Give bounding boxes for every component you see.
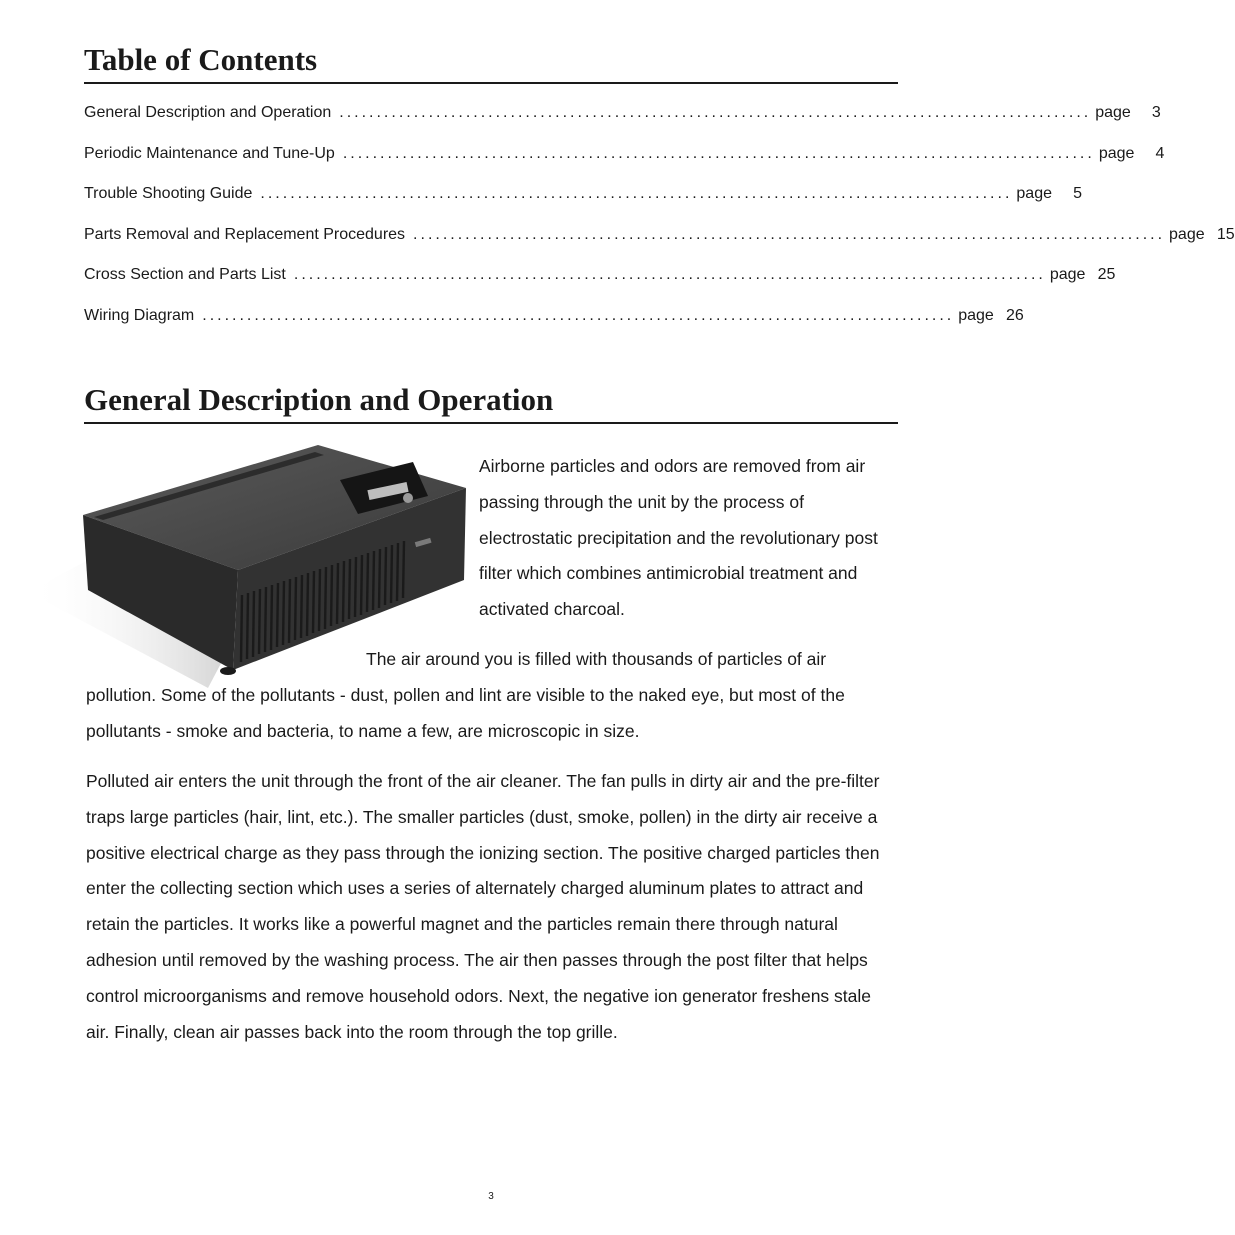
- toc-page-number: 26: [1006, 306, 1024, 324]
- toc-entry-title: Trouble Shooting Guide: [84, 185, 253, 202]
- toc-page-number: 5: [1073, 185, 1082, 202]
- toc-page-label: page: [1098, 144, 1135, 162]
- toc-page-label: page: [1169, 225, 1205, 243]
- toc-page-number: 4: [1155, 144, 1165, 162]
- toc-entry-title: General Description and Operation: [84, 104, 332, 121]
- toc-entry[interactable]: [84, 306, 1024, 348]
- page-number: 3: [488, 1191, 494, 1202]
- toc-page-label: page: [958, 306, 994, 324]
- toc-page-number: 3: [1151, 104, 1161, 121]
- toc-page-label: page: [1049, 266, 1086, 283]
- toc-entry-title: Cross Section and Parts List: [84, 266, 286, 283]
- toc-heading: Table of Contents: [84, 42, 898, 84]
- toc-entry[interactable]: [84, 185, 1082, 226]
- toc-entry[interactable]: [84, 104, 1161, 145]
- dot-leader: .....................................................................................................: [342, 144, 1095, 162]
- dot-leader: .....................................................................................................: [293, 266, 1046, 283]
- toc-entry[interactable]: [84, 266, 1116, 307]
- dot-leader: .....................................................................................................: [339, 104, 1092, 121]
- table-of-contents: [84, 104, 1235, 347]
- toc-entry[interactable]: [84, 225, 1235, 267]
- operation-paragraph: Polluted air enters the unit through the front of the air cleaner. The fan pulls in dirty air and the pre-filter traps large particles (hair, lint, etc.). The smaller particles (dust, smoke, pollen) in the dirty air receive a positive electrical charge as they pass through the ionizing section. The positive charged particles then enter the collecting section which uses a series of alternately charged aluminum plates to attract and retain the particles. It works like a powerful magnet and the particles remain there through natural adhesion until removed by the washing process. The air then passes through the post filter that helps control microorganisms and remove household odors. Next, the negative ion generator freshens stale air. Finally, clean air passes back into the room through the top grille.: [86, 771, 880, 1042]
- toc-page-label: page: [1095, 104, 1131, 121]
- toc-entry-title: Parts Removal and Replacement Procedures: [84, 225, 406, 243]
- dot-leader: .....................................................................................................: [260, 185, 1013, 202]
- toc-entry-title: Wiring Diagram: [84, 306, 195, 324]
- dot-leader: .....................................................................................................: [202, 306, 955, 324]
- section-heading: General Description and Operation: [84, 382, 898, 424]
- toc-page-number: 25: [1097, 266, 1116, 283]
- toc-entry-title: Periodic Maintenance and Tune-Up: [84, 144, 335, 162]
- intro-paragraph: Airborne particles and odors are removed from air passing through the unit by the process of electrostatic precipitation and the revolutionary post filter which combines antimicrobial treatment and activated charcoal.: [479, 456, 878, 620]
- toc-page-label: page: [1016, 185, 1052, 202]
- dot-leader: .....................................................................................................: [413, 225, 1166, 243]
- toc-page-number: 15: [1216, 225, 1235, 243]
- pollution-paragraph: The air around you is filled with thousands of particles of air pollution. Some of the pollutants - dust, pollen and lint are visible to the naked eye, but most of the pollutants - smoke and bacteria, to name a few, are microscopic in size.: [86, 649, 845, 741]
- toc-entry[interactable]: [84, 144, 1165, 186]
